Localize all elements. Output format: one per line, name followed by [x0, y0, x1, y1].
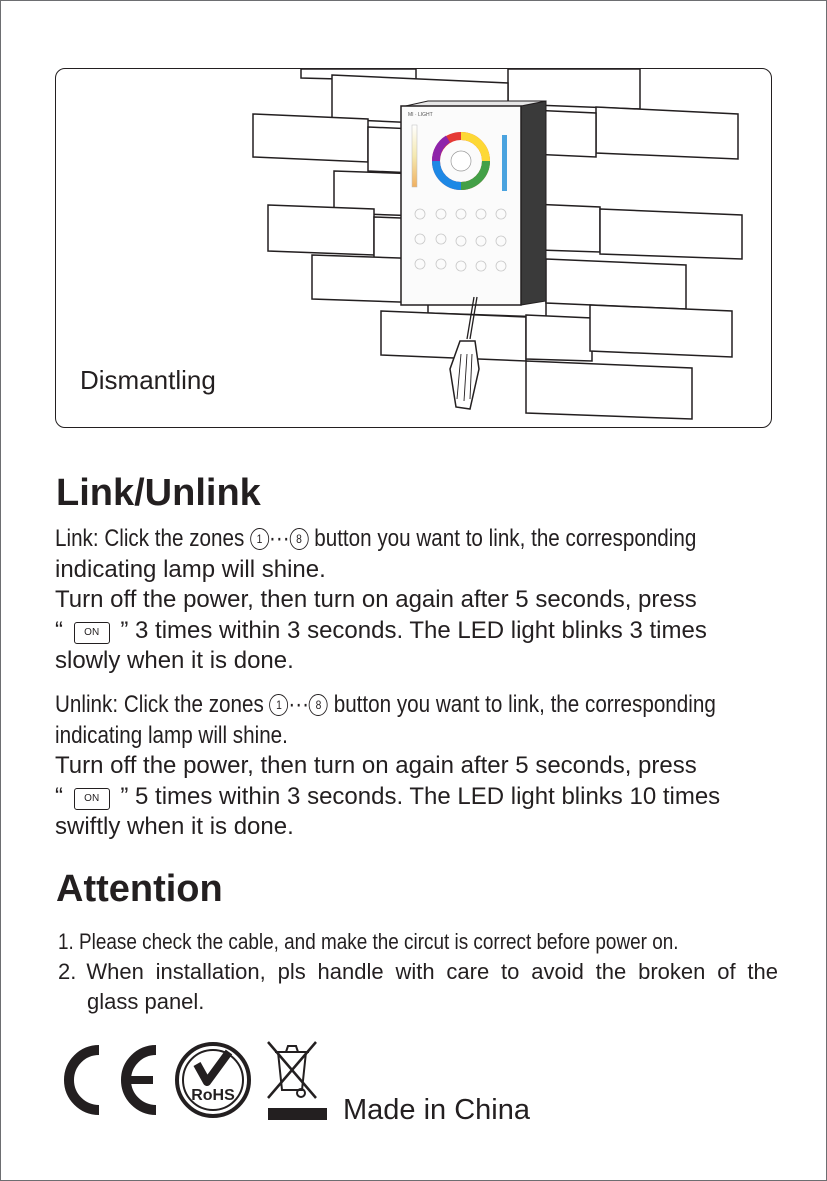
link-label: Link: [55, 525, 99, 552]
link-unlink-heading: Link/Unlink [56, 472, 261, 514]
link-paragraph [55, 524, 785, 677]
ellipsis: ··· [268, 525, 290, 552]
unlink-label: Unlink: [55, 691, 119, 718]
zone-1-icon: 1 [270, 694, 289, 716]
link-line-5: slowly when it is done. [55, 647, 294, 674]
figure-caption: Dismantling [80, 365, 216, 395]
weee-bin-icon [268, 1042, 327, 1120]
rohs-icon [177, 1044, 249, 1116]
link-post-text: button you want to link, the corresponding [308, 525, 697, 552]
attention-item-2 [58, 957, 778, 1017]
link-line-4 [55, 616, 785, 647]
unlink-line-2: indicating lamp will shine. [55, 721, 288, 749]
ce-rohs-weee-icons [55, 1038, 335, 1128]
quote-open: “ [55, 616, 63, 644]
link-pre-text: Click the zones [98, 525, 251, 552]
unlink-post-text: button you want to link, the corresponding [327, 691, 716, 718]
unlink-pre-text: Click the zones [118, 691, 270, 718]
attention-item-2-line-1: When installation, pls handle with care to avoid the broken of the [86, 959, 778, 984]
attention-item-1-num: 1. [58, 929, 74, 954]
svg-text:MI · LIGHT: MI · LIGHT [408, 112, 433, 118]
quote-open: “ [55, 782, 63, 810]
on-button-icon: ON [74, 622, 110, 644]
zone-8-icon: 8 [309, 694, 328, 716]
ce-mark-icon [69, 1050, 156, 1110]
certification-marks [55, 1038, 335, 1133]
ellipsis: ··· [288, 691, 310, 718]
unlink-paragraph [55, 690, 785, 843]
unlink-line-5: swiftly when it is done. [55, 813, 294, 840]
unlink-line-4 [55, 782, 785, 813]
attention-item-2-line-2: glass panel. [87, 989, 205, 1014]
attention-item-1-text: Please check the cable, and make the circut is correct before power on. [79, 929, 679, 954]
link-line-1 [55, 524, 696, 555]
unlink-line-3: Turn off the power, then turn on again after 5 seconds, press [55, 752, 697, 779]
link-line-3: Turn off the power, then turn on again after 5 seconds, press [55, 586, 697, 613]
dismantling-figure [55, 68, 772, 428]
link-line-2: indicating lamp will shine. [55, 555, 326, 583]
on-button-icon: ON [74, 788, 110, 810]
svg-text:RoHS: RoHS [191, 1087, 235, 1104]
unlink-line-4-text: ” 5 times within 3 seconds. The LED light blinks 10 times [120, 782, 721, 810]
attention-heading: Attention [56, 868, 223, 910]
attention-item-2-num: 2. [58, 959, 77, 984]
made-in-china: Made in China [343, 1094, 530, 1126]
link-line-4-text: ” 3 times within 3 seconds. The LED light blinks 3 times [120, 616, 707, 644]
attention-item-1 [58, 927, 780, 957]
unlink-line-1 [55, 690, 716, 721]
zone-8-icon: 8 [290, 528, 309, 550]
zone-1-icon: 1 [250, 528, 269, 550]
